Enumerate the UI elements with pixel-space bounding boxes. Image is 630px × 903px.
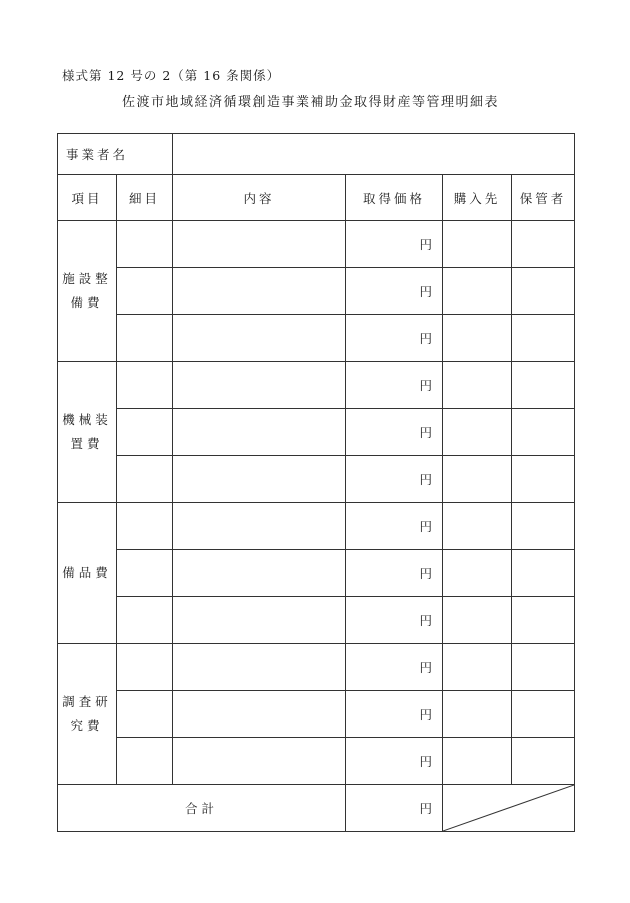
content-cell[interactable] (173, 268, 346, 315)
detail-cell[interactable] (117, 315, 173, 362)
header-content: 内容 (173, 175, 346, 221)
supplier-cell[interactable] (443, 691, 512, 738)
header-row (58, 175, 575, 221)
document-title: 佐渡市地域経済循環創造事業補助金取得財産等管理明細表 (122, 95, 500, 110)
custodian-cell[interactable] (512, 362, 575, 409)
content-cell[interactable] (173, 362, 346, 409)
detail-cell[interactable] (117, 362, 173, 409)
detail-cell[interactable] (117, 268, 173, 315)
custodian-cell[interactable] (512, 691, 575, 738)
category-label-line1: 調査研 (62, 694, 112, 709)
detail-cell[interactable] (117, 691, 173, 738)
detail-cell[interactable] (117, 503, 173, 550)
category-label-line1: 機械装 (62, 412, 112, 427)
table-row (58, 691, 575, 738)
content-cell[interactable] (173, 644, 346, 691)
supplier-cell[interactable] (443, 550, 512, 597)
total-label: 合計 (58, 785, 346, 832)
content-cell[interactable] (173, 503, 346, 550)
detail-cell[interactable] (117, 409, 173, 456)
supplier-cell[interactable] (443, 221, 512, 268)
custodian-cell[interactable] (512, 644, 575, 691)
custodian-cell[interactable] (512, 221, 575, 268)
total-price-cell[interactable]: 円 (346, 785, 443, 832)
category-label (58, 362, 117, 503)
category-label-line1: 備品費 (62, 565, 112, 580)
header-price: 取得価格 (346, 175, 443, 221)
price-cell[interactable]: 円 (346, 221, 443, 268)
diagonal-strike-line (443, 785, 574, 831)
price-cell[interactable]: 円 (346, 409, 443, 456)
table-row (58, 362, 575, 409)
category-label (58, 644, 117, 785)
price-cell[interactable]: 円 (346, 456, 443, 503)
category-label (58, 503, 117, 644)
price-cell[interactable]: 円 (346, 691, 443, 738)
header-supplier: 購入先 (443, 175, 512, 221)
category-label-line2: 備費 (70, 295, 104, 310)
header-item: 項目 (58, 175, 117, 221)
header-custodian: 保管者 (512, 175, 575, 221)
price-cell[interactable]: 円 (346, 268, 443, 315)
table-row (58, 550, 575, 597)
custodian-cell[interactable] (512, 315, 575, 362)
table-row (58, 738, 575, 785)
detail-cell[interactable] (117, 738, 173, 785)
content-cell[interactable] (173, 315, 346, 362)
detail-cell[interactable] (117, 456, 173, 503)
table-row (58, 456, 575, 503)
form-number: 様式第 12 号の 2（第 16 条関係） (62, 68, 281, 83)
custodian-cell[interactable] (512, 456, 575, 503)
content-cell[interactable] (173, 738, 346, 785)
custodian-cell[interactable] (512, 503, 575, 550)
content-cell[interactable] (173, 409, 346, 456)
custodian-cell[interactable] (512, 738, 575, 785)
table-row (58, 644, 575, 691)
table-row (58, 221, 575, 268)
content-cell[interactable] (173, 597, 346, 644)
supplier-cell[interactable] (443, 456, 512, 503)
price-cell[interactable]: 円 (346, 550, 443, 597)
detail-cell[interactable] (117, 644, 173, 691)
header-detail: 細目 (117, 175, 173, 221)
content-cell[interactable] (173, 456, 346, 503)
category-label-line2: 究費 (70, 718, 104, 733)
price-cell[interactable]: 円 (346, 738, 443, 785)
supplier-cell[interactable] (443, 644, 512, 691)
supplier-cell[interactable] (443, 315, 512, 362)
category-label (58, 221, 117, 362)
table-row (58, 597, 575, 644)
content-cell[interactable] (173, 221, 346, 268)
detail-cell[interactable] (117, 550, 173, 597)
property-ledger-table (57, 133, 575, 832)
table-row (58, 409, 575, 456)
operator-label: 事業者名 (58, 134, 173, 175)
total-diagonal-cell (443, 785, 575, 832)
price-cell[interactable]: 円 (346, 315, 443, 362)
price-cell[interactable]: 円 (346, 362, 443, 409)
price-cell[interactable]: 円 (346, 503, 443, 550)
supplier-cell[interactable] (443, 503, 512, 550)
total-row (58, 785, 575, 832)
custodian-cell[interactable] (512, 268, 575, 315)
category-label-line2: 置費 (70, 436, 104, 451)
price-cell[interactable]: 円 (346, 644, 443, 691)
category-label-line1: 施設整 (62, 271, 112, 286)
operator-input-cell[interactable] (173, 134, 575, 175)
custodian-cell[interactable] (512, 409, 575, 456)
detail-cell[interactable] (117, 221, 173, 268)
detail-cell[interactable] (117, 597, 173, 644)
supplier-cell[interactable] (443, 362, 512, 409)
table-row (58, 268, 575, 315)
custodian-cell[interactable] (512, 597, 575, 644)
operator-row (58, 134, 575, 175)
supplier-cell[interactable] (443, 409, 512, 456)
table-row (58, 503, 575, 550)
table-row (58, 315, 575, 362)
supplier-cell[interactable] (443, 268, 512, 315)
content-cell[interactable] (173, 691, 346, 738)
price-cell[interactable]: 円 (346, 597, 443, 644)
content-cell[interactable] (173, 550, 346, 597)
custodian-cell[interactable] (512, 550, 575, 597)
supplier-cell[interactable] (443, 597, 512, 644)
supplier-cell[interactable] (443, 738, 512, 785)
